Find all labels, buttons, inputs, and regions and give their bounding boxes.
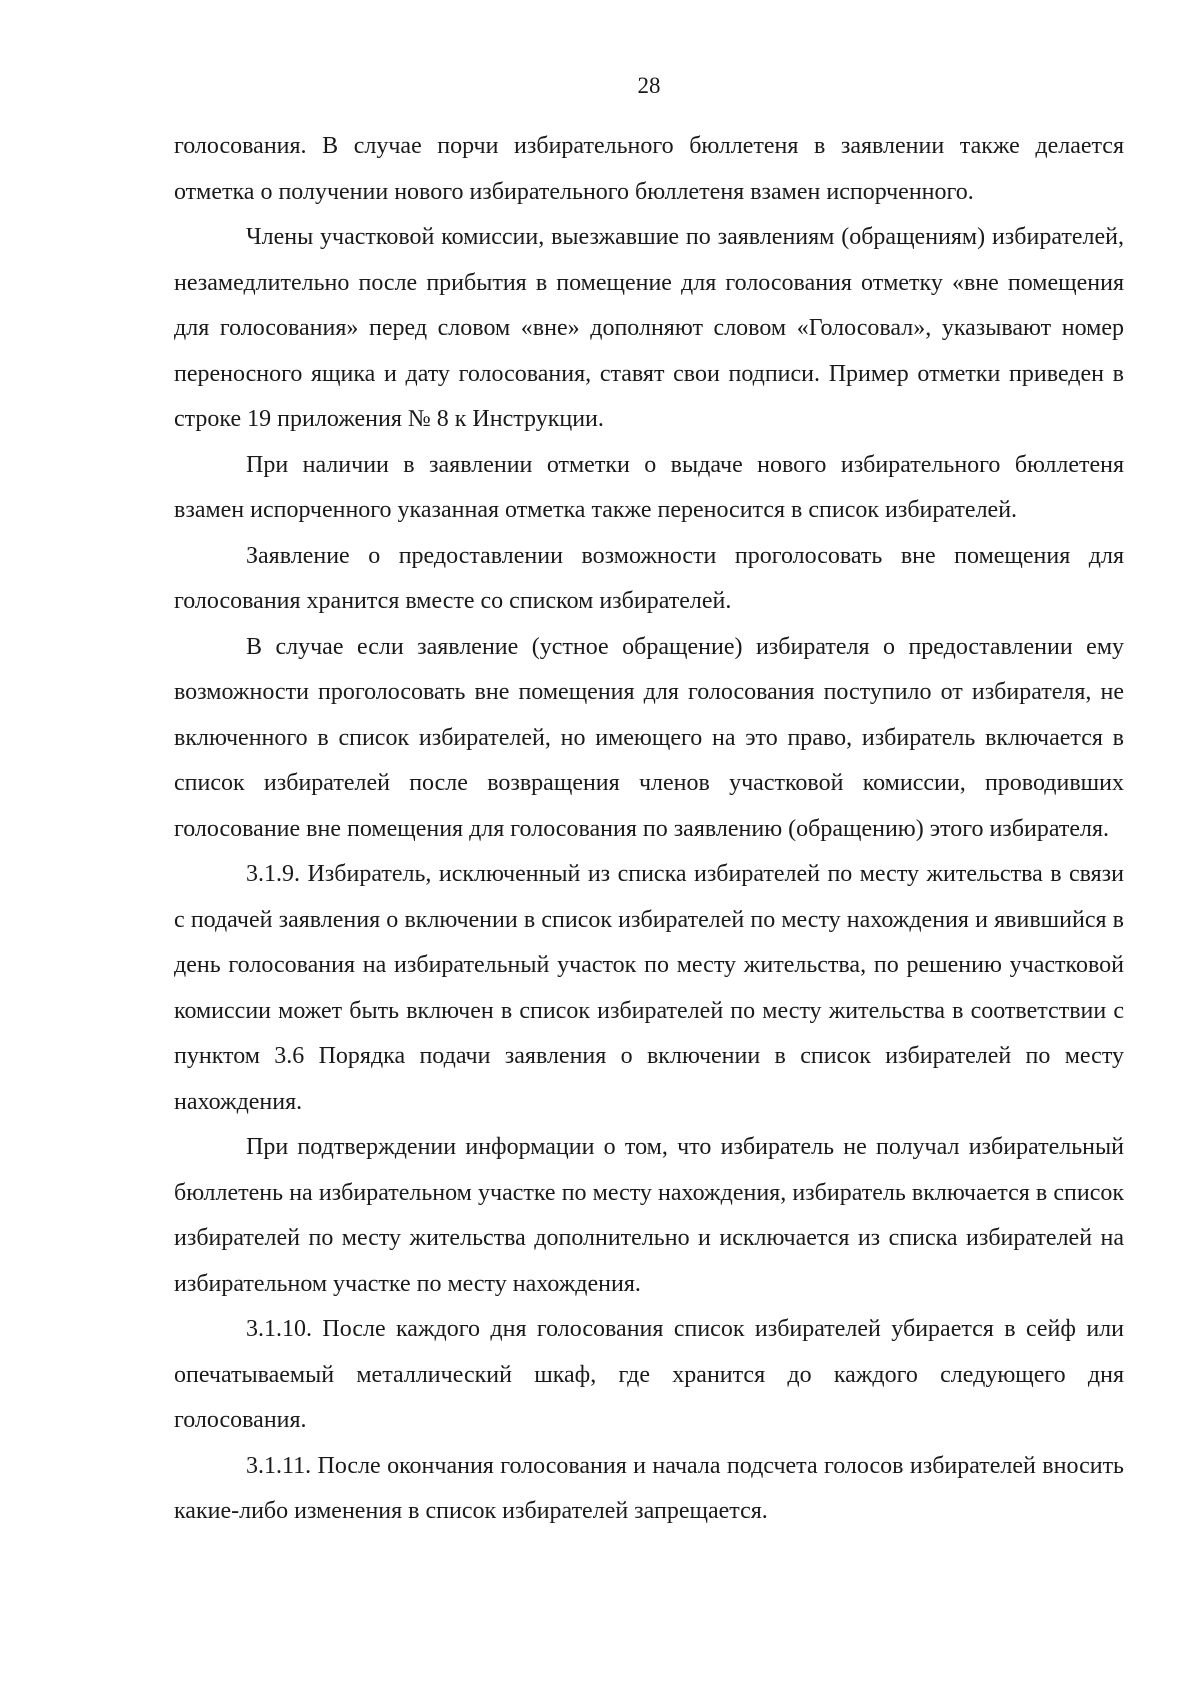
paragraph-5: В случае если заявление (устное обращение) избирателя о предоставлении ему возможности проголосовать вне помещения для голосования поступило от избирателя, не включенного в список избирателей, но имеющего на это право, избиратель включается в список избирателей после возвращения членов участковой комиссии, проводивших голосование вне помещения для голосования по заявлению (обращению) этого избирателя.	[174, 633, 1124, 842]
document-body	[174, 124, 1124, 1535]
paragraph-9-section-3-1-11: 3.1.11. После окончания голосования и начала подсчета голосов избирателей вносить какие-либо изменения в список избирателей запрещается.	[174, 1452, 1124, 1524]
paragraph-3: При наличии в заявлении отметки о выдаче нового избирательного бюллетеня взамен испорченного указанная отметка также переносится в список избирателей.	[174, 451, 1124, 523]
paragraph-4: Заявление о предоставлении возможности проголосовать вне помещения для голосования хранится вместе со списком избирателей.	[174, 542, 1124, 614]
paragraph-8-section-3-1-10: 3.1.10. После каждого дня голосования список избирателей убирается в сейф или опечатываемый металлический шкаф, где хранится до каждого следующего дня голосования.	[174, 1316, 1124, 1433]
paragraph-1: голосования. В случае порчи избирательного бюллетеня в заявлении также делается отметка о получении нового избирательного бюллетеня взамен испорченного.	[174, 133, 1124, 205]
document-page	[174, 0, 1124, 1696]
paragraph-6-section-3-1-9: 3.1.9. Избиратель, исключенный из списка избирателей по месту жительства в связи с подачей заявления о включении в список избирателей по месту нахождения и явившийся в день голосования на избирательный участок по месту жительства, по решению участковой комиссии может быть включен в список избирателей по месту жительства в соответствии с пунктом 3.6 Порядка подачи заявления о включении в список избирателей по месту нахождения.	[174, 861, 1124, 1115]
paragraph-7: При подтверждении информации о том, что избиратель не получал избирательный бюллетень на избирательном участке по месту нахождения, избиратель включается в список избирателей по месту жительства дополнительно и исключается из списка избирателей на избирательном участке по месту нахождения.	[174, 1134, 1124, 1297]
paragraph-2: Члены участковой комиссии, выезжавшие по заявлениям (обращениям) избирателей, незамедлительно после прибытия в помещение для голосования отметку «вне помещения для голосования» перед словом «вне» дополняют словом «Голосовал», указывают номер переносного ящика и дату голосования, ставят свои подписи. Пример отметки приведен в строке 19 приложения № 8 к Инструкции.	[174, 224, 1124, 432]
page-number: 28	[637, 73, 661, 98]
